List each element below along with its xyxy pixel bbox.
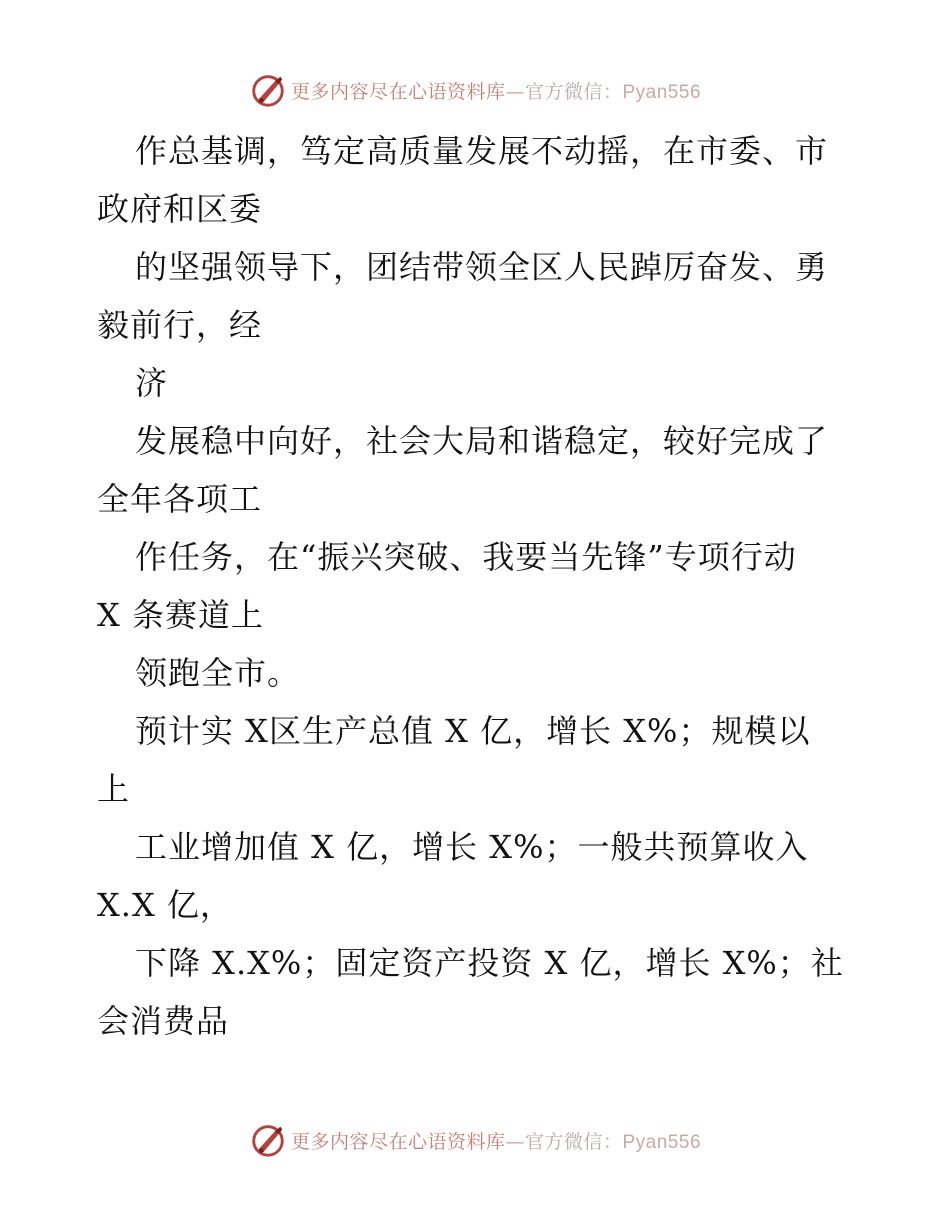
banner-wechat-id: Pyan556 bbox=[622, 81, 702, 103]
text-line: 会消费品 bbox=[97, 1002, 230, 1040]
text-line: 的坚强领导下，团结带领全区人民踔厉奋发、勇 bbox=[135, 248, 829, 286]
text-line: 作总基调，笃定高质量发展不动摇，在市委、市 bbox=[135, 132, 829, 170]
document-body bbox=[97, 122, 857, 1050]
text-line: 工业增加值 X 亿，增长 X%；一般共预算收入 bbox=[135, 828, 809, 866]
text-line: X 条赛道上 bbox=[97, 596, 264, 634]
banner-wechat-label: 官方微信： bbox=[524, 80, 623, 103]
text-line: 政府和区委 bbox=[97, 190, 263, 228]
text-line: 上 bbox=[97, 770, 131, 808]
banner-separator: — bbox=[505, 1130, 525, 1153]
text-line: 济 bbox=[135, 364, 169, 402]
footer-watermark-banner bbox=[0, 1120, 950, 1160]
text-line: X.X 亿， bbox=[97, 886, 233, 924]
text-line: 毅前行，经 bbox=[97, 306, 263, 344]
text-line: 作任务，在“振兴突破、我要当先锋”专项行动 bbox=[135, 538, 797, 576]
banner-main-text: 更多内容尽在心语资料库 bbox=[290, 1130, 506, 1153]
text-line: 领跑全市。 bbox=[135, 654, 301, 692]
banner-wechat-id: Pyan556 bbox=[622, 1131, 702, 1153]
header-watermark-banner bbox=[0, 70, 950, 110]
banner-main-text: 更多内容尽在心语资料库 bbox=[290, 80, 506, 103]
banner-separator: — bbox=[505, 80, 525, 103]
text-line: 预计实 X区生产总值 X 亿，增长 X%；规模以 bbox=[135, 712, 811, 750]
pen-brush-logo-icon bbox=[249, 1121, 287, 1159]
banner-wechat-label: 官方微信： bbox=[524, 1130, 623, 1153]
pen-brush-logo-icon bbox=[249, 71, 287, 109]
text-line: 发展稳中向好，社会大局和谐稳定，较好完成了 bbox=[135, 422, 829, 460]
text-line: 全年各项工 bbox=[97, 480, 263, 518]
text-line: 下降 X.X%；固定资产投资 X 亿，增长 X%；社 bbox=[135, 944, 844, 982]
